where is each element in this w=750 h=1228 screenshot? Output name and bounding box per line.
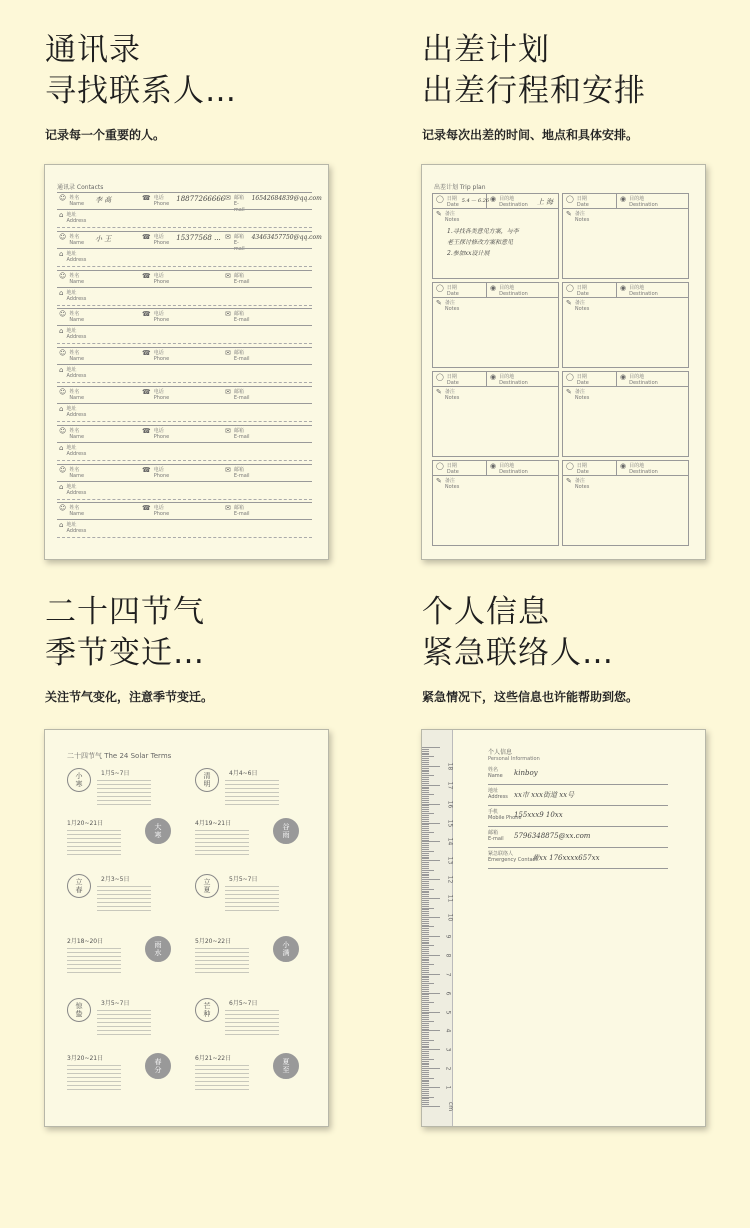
personal-info-row[interactable] [488,806,668,827]
solar-term-description [67,827,121,855]
solar-term-badge: 谷 雨 [273,818,299,844]
solar-term-badge: 小 满 [273,936,299,962]
contact-address-cell[interactable]: ⌂ 地址 Address [59,521,87,535]
solar-term-description [195,827,249,855]
personal-info-value: 黄xx 176xxxx657xx [532,854,600,862]
contact-name-cell[interactable]: ☺ 姓名 Name [59,504,85,518]
trip-notes-value: 1.寻找各类意见方案，与李 老王探讨修改方案和意见 2.参加xx设计展 [447,228,519,257]
location-icon: ◉ [620,284,627,292]
personal-info-label: 紧急联络人 Emergency Contact [488,851,538,863]
section-title: 出差计划 出差行程和安排 [422,32,646,109]
trip-plan-box[interactable] [432,460,559,546]
trip-plan-box[interactable] [562,460,689,546]
trip-plan-box[interactable] [432,371,559,457]
trip-date-field[interactable]: ◯ 日期 Date [436,284,459,297]
mail-icon: ✉ [225,232,231,241]
solar-term-badge: 立 夏 [195,874,219,898]
trip-notes-field[interactable]: ✎ 备注 Notes [436,477,460,490]
home-icon: ⌂ [59,405,64,413]
phone-icon: ☎ [142,194,151,202]
solar-term-description [225,777,279,805]
clock-icon: ◯ [566,195,574,203]
contact-email-value: 43463457750@qq.com [251,233,322,241]
solar-term-description [195,1062,249,1090]
solar-term-date: 3月5~7日 [101,1000,130,1007]
trip-notes-field[interactable]: ✎ 备注 Notes [436,388,460,401]
trip-destination-field[interactable]: ◉ 目的地 Destination [620,195,658,208]
contact-name-cell[interactable]: ☺ 姓名 Name [59,271,85,285]
solar-term-badge: 清 明 [195,768,219,792]
ruler-number: 16 [446,800,454,808]
clock-icon: ◯ [436,195,444,203]
contact-entry[interactable] [57,464,312,502]
section-subtitle: 关注节气变化，注意季节变迁。 [45,690,214,704]
ruler-number: 18 [446,762,454,771]
home-icon: ⌂ [59,443,64,452]
trip-destination-field[interactable]: ◉ 目的地 Destination [620,373,658,386]
mail-icon: ✉ [225,310,231,319]
person-icon: ☺ [59,388,67,396]
solar-term-badge: 雨 水 [145,936,171,962]
solar-term-description [195,945,249,973]
contact-email-cell[interactable]: ✉ 邮箱 E-mail 43463457750@qq.com [225,232,322,252]
solar-term-description [97,777,151,805]
solar-term-badge: 夏 至 [273,1053,299,1079]
home-icon: ⌂ [59,366,64,375]
contact-entry[interactable] [57,425,312,463]
contact-address-cell[interactable]: ⌂ 地址 Address [59,211,87,224]
mail-icon: ✉ [225,194,231,202]
contact-address-cell[interactable]: ⌂ 地址 Address [59,482,87,496]
contact-phone-cell[interactable]: ☎ 电话 Phone [142,426,170,440]
location-icon: ◉ [490,284,497,292]
contacts-header: 通讯录 Contacts [57,184,104,191]
mail-icon: ✉ [225,388,231,396]
ruler-number: 10 [446,913,454,922]
solar-term-badge: 立 春 [67,874,91,898]
clock-icon: ◯ [436,284,444,292]
pencil-icon: ✎ [566,477,572,485]
solar-term-date: 3月20~21日 [67,1055,104,1062]
solar-term-description [225,883,279,911]
trip-destination-field[interactable]: ◉ 目的地 Destination [490,373,528,386]
pencil-icon: ✎ [566,299,572,307]
pencil-icon: ✎ [436,477,442,485]
trip-notes-field[interactable]: ✎ 备注 Notes [566,477,590,490]
personal-info-value: xx市 xxx街道 xx号 [514,791,575,799]
solar-term-description [67,1062,121,1090]
person-icon: ☺ [59,349,67,358]
trip-destination-field[interactable]: ◉ 目的地 Destination [620,284,658,297]
solar-term-badge: 惊 蛰 [67,998,91,1022]
contact-address-cell[interactable]: ⌂ 地址 Address [59,249,87,263]
trip-plan-page [421,164,706,560]
pencil-icon: ✎ [566,210,572,218]
trip-destination-value: 上 海 [536,198,554,206]
ruler-number: 17 [446,781,454,790]
contact-name-cell[interactable]: ☺ 姓名 Name [59,388,85,401]
home-icon: ⌂ [59,327,64,336]
contact-email-value: 16542684839@qq.com [251,195,322,202]
trip-date-field[interactable]: ◯ 日期 Date 5.4 — 6.26 [436,195,490,208]
personal-info-label: 地址 Address [488,788,508,800]
trip-plan-box[interactable] [562,282,689,368]
contact-name-cell[interactable]: ☺ 姓名 Name 小 王 [59,232,112,246]
trip-plan-box[interactable] [562,371,689,457]
contact-name-cell[interactable]: ☺ 姓名 Name 李 高 [59,194,112,207]
contact-name-cell[interactable]: ☺ 姓名 Name [59,465,85,479]
trip-destination-field[interactable]: ◉ 目的地 Destination [490,462,528,475]
ruler-number: 13 [446,856,454,865]
solar-term-date: 2月18~20日 [67,938,104,945]
solar-term-description [97,1007,151,1035]
solar-term-badge: 春 分 [145,1053,171,1079]
contact-entry[interactable] [57,386,312,424]
contact-email-cell[interactable]: ✉ 邮箱 E-mail [225,310,250,324]
contact-entry[interactable] [57,308,312,346]
contact-phone-cell[interactable]: ☎ 电话 Phone [142,310,170,324]
pencil-icon: ✎ [566,388,572,396]
contact-name-value: 小 王 [95,234,112,243]
personal-info-label: 邮箱 E-mail [488,830,504,842]
clock-icon: ◯ [566,284,574,292]
solar-term-date: 6月21~22日 [195,1055,232,1062]
solar-term-badge: 芒 种 [195,998,219,1022]
personal-info-value: kinboy [514,769,538,777]
ruler-number: 2 [444,1066,452,1071]
clock-icon: ◯ [566,462,574,470]
trip-date-field[interactable]: ◯ 日期 Date [436,373,459,386]
clock-icon: ◯ [566,373,574,381]
ruler-number: 1 [444,1085,452,1090]
solar-term-date: 5月5~7日 [229,876,258,883]
personal-info-label: 手机 Mobile Phone [488,809,522,821]
trip-header: 出差计划 Trip plan [434,184,486,191]
ruler-number: 15 [446,819,454,827]
contact-entry[interactable] [57,270,312,308]
solar-term-date: 4月19~21日 [195,820,232,827]
solar-term-date: 4月4~6日 [229,770,258,777]
home-icon: ⌂ [59,211,64,219]
ruler-number: 11 [446,894,454,903]
ruler-number: 7 [444,972,452,977]
home-icon: ⌂ [59,249,64,258]
contact-name-cell[interactable]: ☺ 姓名 Name [59,310,85,324]
person-icon: ☺ [59,271,67,280]
contact-phone-value: 15377568 ... [176,233,221,242]
contact-phone-value: 18877266666 [176,195,226,203]
pencil-icon: ✎ [436,388,442,396]
personal-header: 个人信息 Personal Information [488,749,540,762]
trip-date-field[interactable]: ◯ 日期 Date [566,195,589,208]
mail-icon: ✉ [225,349,231,358]
location-icon: ◉ [490,373,497,381]
contact-phone-cell[interactable]: ☎ 电话 Phone [142,349,170,363]
section-personal-heading [422,592,722,705]
personal-info-row[interactable] [488,785,668,806]
section-title: 二十四节气 季节变迁… [45,594,205,671]
trip-date-field[interactable]: ◯ 日期 Date [566,462,589,475]
ruler [422,730,453,1126]
section-subtitle: 记录每次出差的时间、地点和具体安排。 [422,128,639,142]
person-icon: ☺ [59,426,67,435]
person-icon: ☺ [59,310,67,319]
solar-header: 二十四节气 The 24 Solar Terms [67,752,172,760]
phone-icon: ☎ [142,310,151,319]
pencil-icon: ✎ [436,299,442,307]
phone-icon: ☎ [142,465,151,474]
contact-name-cell[interactable]: ☺ 姓名 Name [59,349,85,363]
phone-icon: ☎ [142,349,151,358]
ruler-number: 4 [444,1028,452,1033]
contact-address-cell[interactable]: ⌂ 地址 Address [59,288,87,302]
clock-icon: ◯ [436,373,444,381]
trip-plan-box[interactable] [432,193,559,279]
personal-info-row[interactable] [488,764,668,785]
person-icon: ☺ [59,504,67,513]
trip-notes-field[interactable]: ✎ 备注 Notes [566,210,590,223]
mail-icon: ✉ [225,271,231,280]
solar-term-description [97,883,151,911]
contact-name-cell[interactable]: ☺ 姓名 Name [59,426,85,440]
section-contacts-heading [45,30,345,143]
phone-icon: ☎ [142,426,151,435]
person-icon: ☺ [59,465,67,474]
contact-address-cell[interactable]: ⌂ 地址 Address [59,327,87,341]
contact-email-cell[interactable]: ✉ 邮箱 E-mail [225,465,250,479]
contact-entry[interactable] [57,192,322,230]
trip-plan-box[interactable] [562,193,689,279]
phone-icon: ☎ [142,388,151,396]
section-subtitle: 记录每一个重要的人。 [45,128,166,142]
contact-phone-cell[interactable]: ☎ 电话 Phone [142,504,170,518]
ruler-unit: cm [447,1101,455,1112]
contact-phone-cell[interactable]: ☎ 电话 Phone [142,388,170,401]
ruler-number: 5 [444,1010,452,1014]
ruler-number: 9 [444,934,452,939]
contact-email-cell[interactable]: ✉ 邮箱 E-mail [225,388,250,401]
trip-notes-field[interactable]: ✎ 备注 Notes [566,388,590,401]
mail-icon: ✉ [225,504,231,513]
solar-term-description [67,945,121,973]
solar-term-date: 6月5~7日 [229,1000,258,1007]
trip-notes-field[interactable]: ✎ 备注 Notes [436,299,460,312]
section-subtitle: 紧急情况下，这些信息也许能帮助到您。 [422,690,639,704]
contact-email-cell[interactable]: ✉ 邮箱 E-mail [225,426,250,440]
location-icon: ◉ [490,462,497,470]
section-title: 个人信息 紧急联络人… [422,594,614,671]
contact-email-cell[interactable]: ✉ 邮箱 E-mail 16542684839@qq.com [225,194,322,213]
solar-term-date: 1月20~21日 [67,820,104,827]
contact-email-cell[interactable]: ✉ 邮箱 E-mail [225,504,250,518]
clock-icon: ◯ [436,462,444,470]
contact-name-value: 李 高 [95,196,112,204]
personal-info-value: 5796348875@xx.com [514,832,591,840]
phone-icon: ☎ [142,271,151,280]
personal-info-row[interactable] [488,848,668,869]
trip-plan-box[interactable] [432,282,559,368]
home-icon: ⌂ [59,288,64,297]
section-solar-heading [45,592,345,705]
location-icon: ◉ [620,195,627,203]
solar-term-date: 2月3~5日 [101,876,130,883]
contact-email-cell[interactable]: ✉ 邮箱 E-mail [225,349,250,363]
contact-entry[interactable] [57,347,312,385]
trip-notes-field[interactable]: ✎ 备注 Notes [566,299,590,312]
personal-info-row[interactable] [488,827,668,848]
solar-term-badge: 大 寒 [145,818,171,844]
person-icon: ☺ [59,232,67,241]
ruler-number: 12 [446,875,454,884]
solar-term-badge: 小 寒 [67,768,91,792]
location-icon: ◉ [620,462,627,470]
section-title: 通讯录 寻找联系人… [45,32,237,109]
mail-icon: ✉ [225,426,231,435]
trip-destination-field[interactable]: ◉ 目的地 Destination 上 海 [490,195,554,208]
home-icon: ⌂ [59,482,64,491]
contact-email-cell[interactable]: ✉ 邮箱 E-mail [225,271,250,285]
mail-icon: ✉ [225,465,231,474]
phone-icon: ☎ [142,504,151,513]
contact-phone-cell[interactable]: ☎ 电话 Phone [142,271,170,285]
contacts-page [44,164,329,560]
trip-destination-field[interactable]: ◉ 目的地 Destination [620,462,658,475]
personal-info-page [421,729,706,1127]
contact-entry[interactable] [57,231,322,269]
location-icon: ◉ [620,373,627,381]
section-trip-heading [422,30,722,143]
trip-destination-field[interactable]: ◉ 目的地 Destination [490,284,528,297]
contact-address-cell[interactable]: ⌂ 地址 Address [59,366,87,380]
contact-phone-cell[interactable]: ☎ 电话 Phone 18877266666 [142,194,226,207]
ruler-number: 8 [444,953,452,958]
trip-notes-field[interactable]: ✎ 备注 Notes [436,210,460,223]
phone-icon: ☎ [142,232,151,241]
trip-date-field[interactable]: ◯ 日期 Date [566,373,589,386]
solar-term-date: 1月5~7日 [101,770,130,777]
contact-address-cell[interactable]: ⌂ 地址 Address [59,405,87,418]
trip-date-field[interactable]: ◯ 日期 Date [566,284,589,297]
location-icon: ◉ [490,195,497,203]
ruler-number: 6 [444,991,452,996]
solar-terms-page [44,729,329,1127]
pencil-icon: ✎ [436,210,442,218]
personal-info-label: 姓名 Name [488,767,503,779]
solar-term-description [225,1007,279,1035]
person-icon: ☺ [59,194,67,202]
contact-address-cell[interactable]: ⌂ 地址 Address [59,443,87,457]
personal-info-value: 155xxx9 10xx [514,811,563,819]
home-icon: ⌂ [59,521,64,530]
contact-phone-cell[interactable]: ☎ 电话 Phone [142,465,170,479]
trip-date-field[interactable]: ◯ 日期 Date [436,462,459,475]
contact-phone-cell[interactable]: ☎ 电话 Phone 15377568 ... [142,232,221,246]
ruler-number: 3 [444,1047,452,1052]
solar-term-date: 5月20~22日 [195,938,232,945]
ruler-number: 14 [446,838,454,846]
contact-entry[interactable] [57,502,312,540]
trip-date-value: 5.4 — 6.26 [461,198,490,204]
